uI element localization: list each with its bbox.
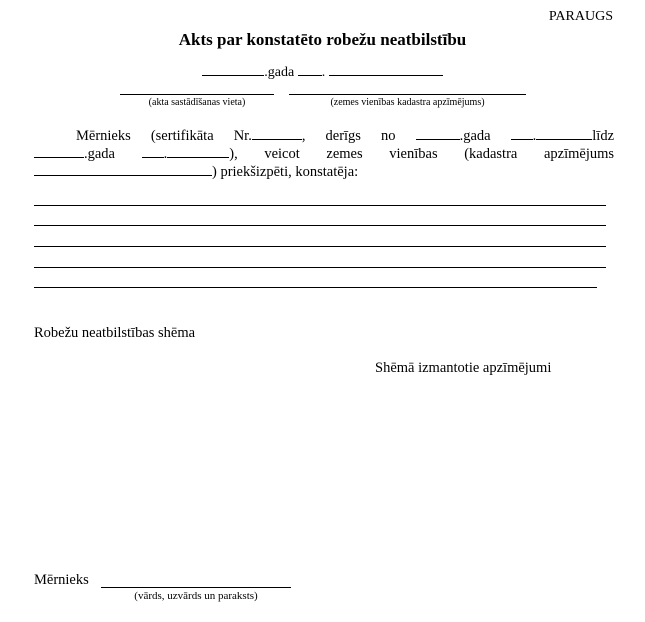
valid-from-day-field[interactable] xyxy=(536,127,592,140)
valid-from-year-field[interactable] xyxy=(416,127,460,140)
valid-from-month-field[interactable] xyxy=(511,127,533,140)
findings-line-5[interactable] xyxy=(34,287,597,288)
year-day-field[interactable] xyxy=(329,63,443,76)
paragraph-line-1: Mērnieks (sertifikāta Nr. , derīgs no .gada . līdz xyxy=(76,128,615,144)
scheme-title: Robežu neatbilstības shēma xyxy=(34,325,196,341)
place-caption: (akta sastādīšanas vieta) xyxy=(148,97,246,108)
valid-to-year-field[interactable] xyxy=(34,145,84,158)
valid-to-month-field[interactable] xyxy=(142,145,164,158)
parcel-field[interactable] xyxy=(289,94,526,95)
month-field[interactable] xyxy=(298,63,322,76)
valid-to-day-field[interactable] xyxy=(167,145,229,158)
certificate-number-field[interactable] xyxy=(252,127,302,140)
signature-label: Mērnieks xyxy=(34,572,89,588)
date-line: .gada . xyxy=(0,63,645,81)
page-title: Akts par konstatēto robežu neatbilstību xyxy=(178,30,467,49)
signature-caption: (vārds, uzvārds un paraksts) xyxy=(134,590,258,602)
sample-stamp: PARAUGS xyxy=(548,9,613,24)
findings-line-1[interactable] xyxy=(34,205,606,206)
legend-title: Shēmā izmantotie apzīmējumi xyxy=(375,360,552,376)
paragraph-line-2: .gada . ), veicot zemes vienības (kadastra apzīmējums xyxy=(34,145,614,163)
place-field[interactable] xyxy=(120,94,274,95)
parcel-designation-field[interactable] xyxy=(34,163,212,176)
parcel-caption: (zemes vienības kadastra apzīmējums) xyxy=(330,97,485,108)
findings-line-4[interactable] xyxy=(34,267,606,268)
findings-line-2[interactable] xyxy=(34,225,606,226)
findings-line-3[interactable] xyxy=(34,246,606,247)
day-field[interactable] xyxy=(202,63,264,76)
paragraph-line-3: ) priekšizpēti, konstatēja: xyxy=(34,163,614,181)
signature-field[interactable] xyxy=(101,587,291,588)
